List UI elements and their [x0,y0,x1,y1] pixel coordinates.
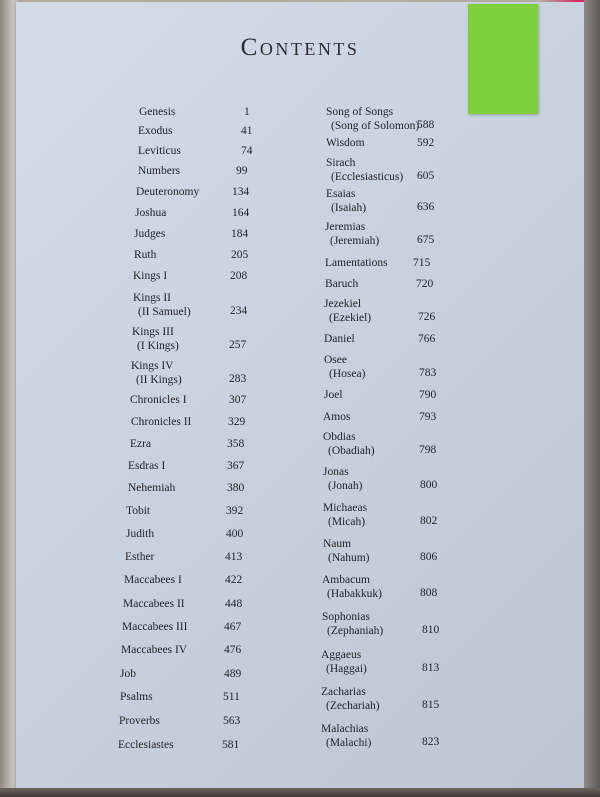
book-name [322,611,383,638]
book-alt-name: (Nahum) [328,551,370,564]
book-name-line: Joshua [135,207,167,219]
page-number: 815 [422,699,440,711]
page-number: 823 [422,736,440,748]
book-name [118,739,174,753]
page-number: 793 [419,411,437,423]
book-name [325,221,379,248]
book-alt-name: (Haggai) [326,662,367,675]
book-name [323,502,367,529]
book-name [120,668,136,682]
page-number: 813 [422,662,440,674]
book-alt-name: (Micah) [328,515,366,528]
book-name-line: Malachias [321,723,369,735]
book-name-line: Maccabees III [122,621,188,633]
page-number: 367 [227,460,245,472]
page-number: 422 [225,574,243,586]
book-name-line: Numbers [138,165,181,177]
page-number: 74 [241,145,253,157]
book-name [136,186,199,200]
book-page [16,2,586,790]
book-name-line: Esdras I [128,460,166,472]
book-name [323,411,350,425]
book-name-line: Sophonias [322,611,370,623]
book-name [126,528,154,542]
book-name [321,686,380,713]
page-number: 511 [223,691,240,703]
page-number: 329 [228,416,246,428]
book-name [326,188,366,215]
page-number: 810 [422,624,440,636]
book-name [120,691,153,705]
page-number: 726 [418,311,436,323]
book-name [326,157,403,184]
book-alt-name: (Hosea) [329,367,366,380]
page-number: 605 [417,170,435,182]
book-name-line: Esaias [326,188,356,200]
book-name [121,644,187,658]
page-number: 798 [419,444,437,456]
table-edge [584,0,600,797]
book-name-line: Aggaeus [321,649,362,661]
page-number: 563 [223,715,241,727]
page-number: 592 [417,137,435,149]
page-number: 380 [227,482,245,494]
page-number: 467 [224,621,242,633]
book-name [132,326,179,353]
book-name-line: Ezra [130,438,152,450]
page-number: 234 [230,305,248,317]
book-name [323,431,375,458]
book-name-line: Genesis [139,106,176,118]
book-name-line: Ecclesiastes [118,739,174,751]
book-name-line: Esther [125,551,155,563]
page-number: 392 [226,505,244,517]
book-name-line: Michaeas [323,502,368,514]
book-name [134,228,165,242]
page-number: 720 [416,278,434,290]
book-alt-name: (Isaiah) [331,201,367,214]
book-name-line: Ambacum [322,574,370,586]
page-number: 675 [417,234,435,246]
page-number: 400 [226,528,244,540]
book-name-line: Naum [323,538,352,550]
book-alt-name: (Zechariah) [326,699,380,712]
book-alt-name: (I Kings) [137,339,179,352]
book-name [325,278,358,292]
book-name [134,249,156,263]
book-name [326,137,365,151]
page-number: 636 [417,201,435,213]
book-name-line: Baruch [325,278,359,290]
book-name [131,416,191,430]
page-number: 808 [420,587,438,599]
book-name [138,165,180,179]
book-name [123,598,185,612]
book-name [323,538,370,565]
book-name-line: Psalms [120,691,153,703]
page-number: 802 [420,515,438,527]
book-name-line: Job [120,668,136,680]
book-name-line: Jonas [323,466,349,478]
book-name [124,574,182,588]
book-name-line: Maccabees II [123,598,185,610]
page-number: 413 [225,551,243,563]
book-name [321,723,371,750]
book-alt-name: (Jonah) [328,479,363,492]
book-alt-name: (Zephaniah) [327,624,384,637]
book-name-line: Wisdom [326,137,365,149]
book-name [130,438,151,452]
page-number: 184 [231,228,249,240]
book-name [321,649,367,676]
book-name [128,460,165,474]
page-number: 806 [420,551,438,563]
book-name [325,257,388,271]
book-name [135,207,166,221]
book-name-line: Leviticus [138,145,181,157]
page-number: 476 [224,644,242,656]
book-alt-name: (II Samuel) [138,305,191,318]
book-name-line: Jeremias [325,221,366,233]
page-number: 588 [417,119,435,131]
book-name-line: Zacharias [321,686,366,698]
book-name [326,106,419,133]
page-number: 208 [230,270,248,282]
page-number: 783 [419,367,437,379]
book-name [324,389,343,403]
page-title: Contents [240,34,360,61]
book-name-line: Judith [126,528,155,540]
book-alt-name: (Ecclesiasticus) [331,170,404,183]
book-name [128,482,175,496]
book-name-line: Maccabees IV [121,644,188,656]
page-number: 790 [419,389,437,401]
book-name-line: Exodus [138,125,173,137]
book-name-line: Chronicles II [131,416,192,428]
page-number: 448 [225,598,243,610]
book-name [324,354,365,381]
book-name-line: Amos [323,411,351,423]
page-number: 134 [232,186,250,198]
page-number: 99 [236,165,248,177]
book-name-line: Jezekiel [324,298,362,310]
book-name-line: Joel [324,389,343,401]
book-name [138,125,173,139]
book-name [122,621,187,635]
page-number: 257 [229,339,247,351]
page-number: 307 [229,394,247,406]
book-alt-name: (Habakkuk) [327,587,382,600]
page-number: 489 [224,668,242,680]
table-surface [0,788,600,797]
book-alt-name: (Jeremiah) [330,234,380,247]
book-name [130,394,187,408]
book-name [133,270,167,284]
page-number: 800 [420,479,438,491]
book-name-line: Kings II [133,292,172,304]
book-name-line: Lamentations [325,257,388,269]
page-number: 766 [418,333,436,345]
book-name-line: Nehemiah [128,482,176,494]
book-name-line: Daniel [324,333,355,345]
book-name [139,106,175,120]
book-name [119,715,160,729]
book-name-line: Judges [134,228,166,240]
book-name [126,505,150,519]
book-name-line: Ruth [134,249,157,261]
book-alt-name: (II Kings) [136,373,182,386]
book-name [138,145,181,159]
book-name-line: Proverbs [119,715,160,727]
page-number: 205 [231,249,249,261]
book-alt-name: (Ezekiel) [329,311,372,324]
book-name-line: Song of Songs [326,106,394,118]
book-name-line: Maccabees I [124,574,182,586]
book-name [324,298,371,325]
book-alt-name: (Obadiah) [328,444,375,457]
book-name [131,360,182,387]
page-number: 41 [241,125,253,137]
book-name-line: Deuteronomy [136,186,200,198]
book-name [322,574,382,601]
page-number: 715 [413,257,431,269]
page-number: 283 [229,373,247,385]
page-number: 1 [244,106,250,118]
book-name-line: Osee [324,354,347,366]
book-name [323,466,363,493]
book-name-line: Chronicles I [130,394,187,406]
book-name-line: Tobit [126,505,151,517]
book-alt-name: (Malachi) [326,736,372,749]
page-number: 581 [222,739,240,751]
page-number: 358 [227,438,245,450]
book-name-line: Kings I [133,270,168,282]
page-number: 164 [232,207,250,219]
book-name-line: Sirach [326,157,356,169]
book-name-line: Obdias [323,431,356,443]
book-name [324,333,355,347]
book-name [133,292,191,319]
book-name-line: Kings IV [131,360,174,372]
book-alt-name: (Song of Solomon) [331,119,420,132]
book-name [125,551,154,565]
book-name-line: Kings III [132,326,174,338]
